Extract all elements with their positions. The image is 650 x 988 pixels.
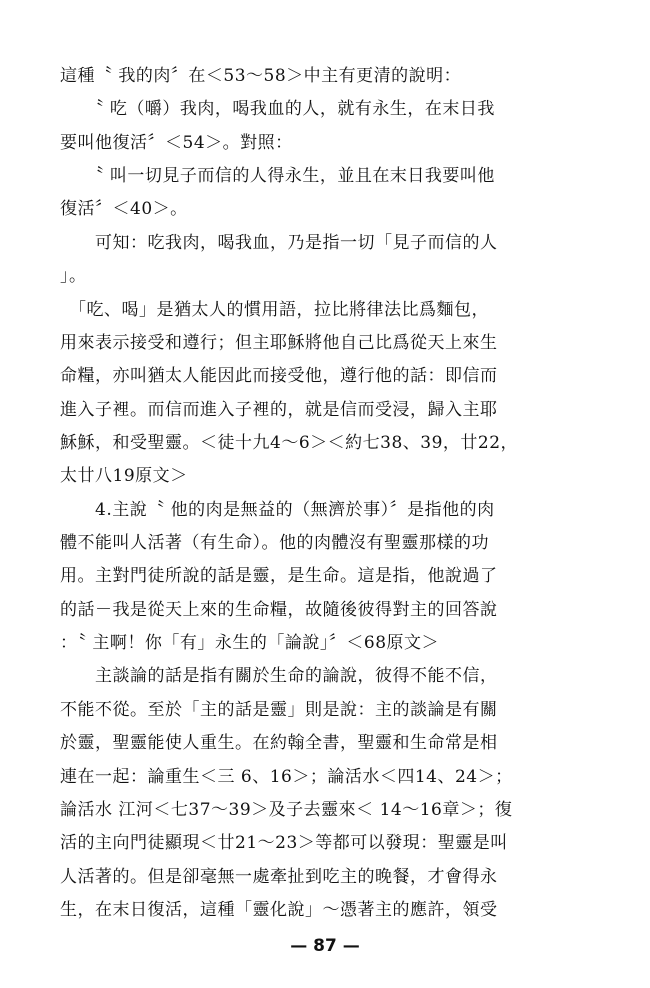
text-line: 論活水 江河＜七37～39＞及子去靈來＜ 14～16章＞；復	[60, 800, 513, 820]
text-line: 復活〞＜40＞。	[60, 199, 188, 219]
text-line: 人活著的。但是卻毫無一處牽扯到吃主的晚餐，才會得永	[60, 867, 498, 887]
text-line: 這種〝 我的肉〞在＜53～58＞中主有更清的說明：	[60, 66, 462, 86]
text-line: 可知：吃我肉，喝我血，乃是指一切「見子而信的人	[60, 233, 498, 253]
text-line: 用來表示接受和遵行；但主耶穌將他自己比爲從天上來生	[60, 333, 498, 353]
text-line: 的話－我是從天上來的生命糧，故隨後彼得對主的回答說	[60, 600, 498, 620]
text-line: 用。主對門徒所說的話是靈，是生命。這是指，他說過了	[60, 566, 498, 586]
text-line: 於靈，聖靈能使人重生。在約翰全書，聖靈和生命常是相	[60, 733, 498, 753]
text-line: 〝 吃（嚼）我肉，喝我血的人，就有永生，在末日我	[60, 99, 495, 119]
page-number: — 87 —	[290, 936, 360, 956]
text-line: 生，在末日復活，這種「靈化說」～憑著主的應許，領受	[60, 900, 498, 920]
text-line: 穌穌，和受聖靈。＜徒十九4～6＞＜約七38、39，廿22，	[60, 433, 519, 453]
text-line: 命糧，亦叫猶太人能因此而接受他，遵行他的話：即信而	[60, 366, 498, 386]
text-line: 」。	[60, 266, 87, 286]
text-line: 活的主向門徒顯現＜廿21～23＞等都可以發現：聖靈是叫	[60, 833, 508, 853]
text-line: 4.主說〝 他的肉是無益的（無濟於事）〞是指他的肉	[60, 500, 495, 520]
text-line: 體不能叫人活著（有生命）。他的肉體沒有聖靈那樣的功	[60, 533, 489, 553]
text-line: 連在一起：論重生＜三 6、16＞；論活水＜四14、24＞；	[60, 767, 513, 787]
text-line: 要叫他復活〞＜54＞。對照：	[60, 133, 293, 153]
text-line: 進入子裡。而信而進入子裡的，就是信而受浸，歸入主耶	[60, 400, 498, 420]
text-line: 不能不從。至於「主的話是靈」則是說：主的談論是有關	[60, 700, 498, 720]
text-line: 〝 叫一切見子而信的人得永生，並且在末日我要叫他	[60, 166, 495, 186]
text-line: 主談論的話是指有關於生命的論說，彼得不能不信，	[60, 666, 498, 686]
text-line: 「吃、喝」是猶太人的慣用語，拉比將律法比爲麵包，	[60, 300, 489, 320]
text-line: ：〝 主啊！你「有」永生的「論說」〞＜68原文＞	[60, 633, 440, 653]
text-line: 太廿八19原文＞	[60, 466, 188, 486]
